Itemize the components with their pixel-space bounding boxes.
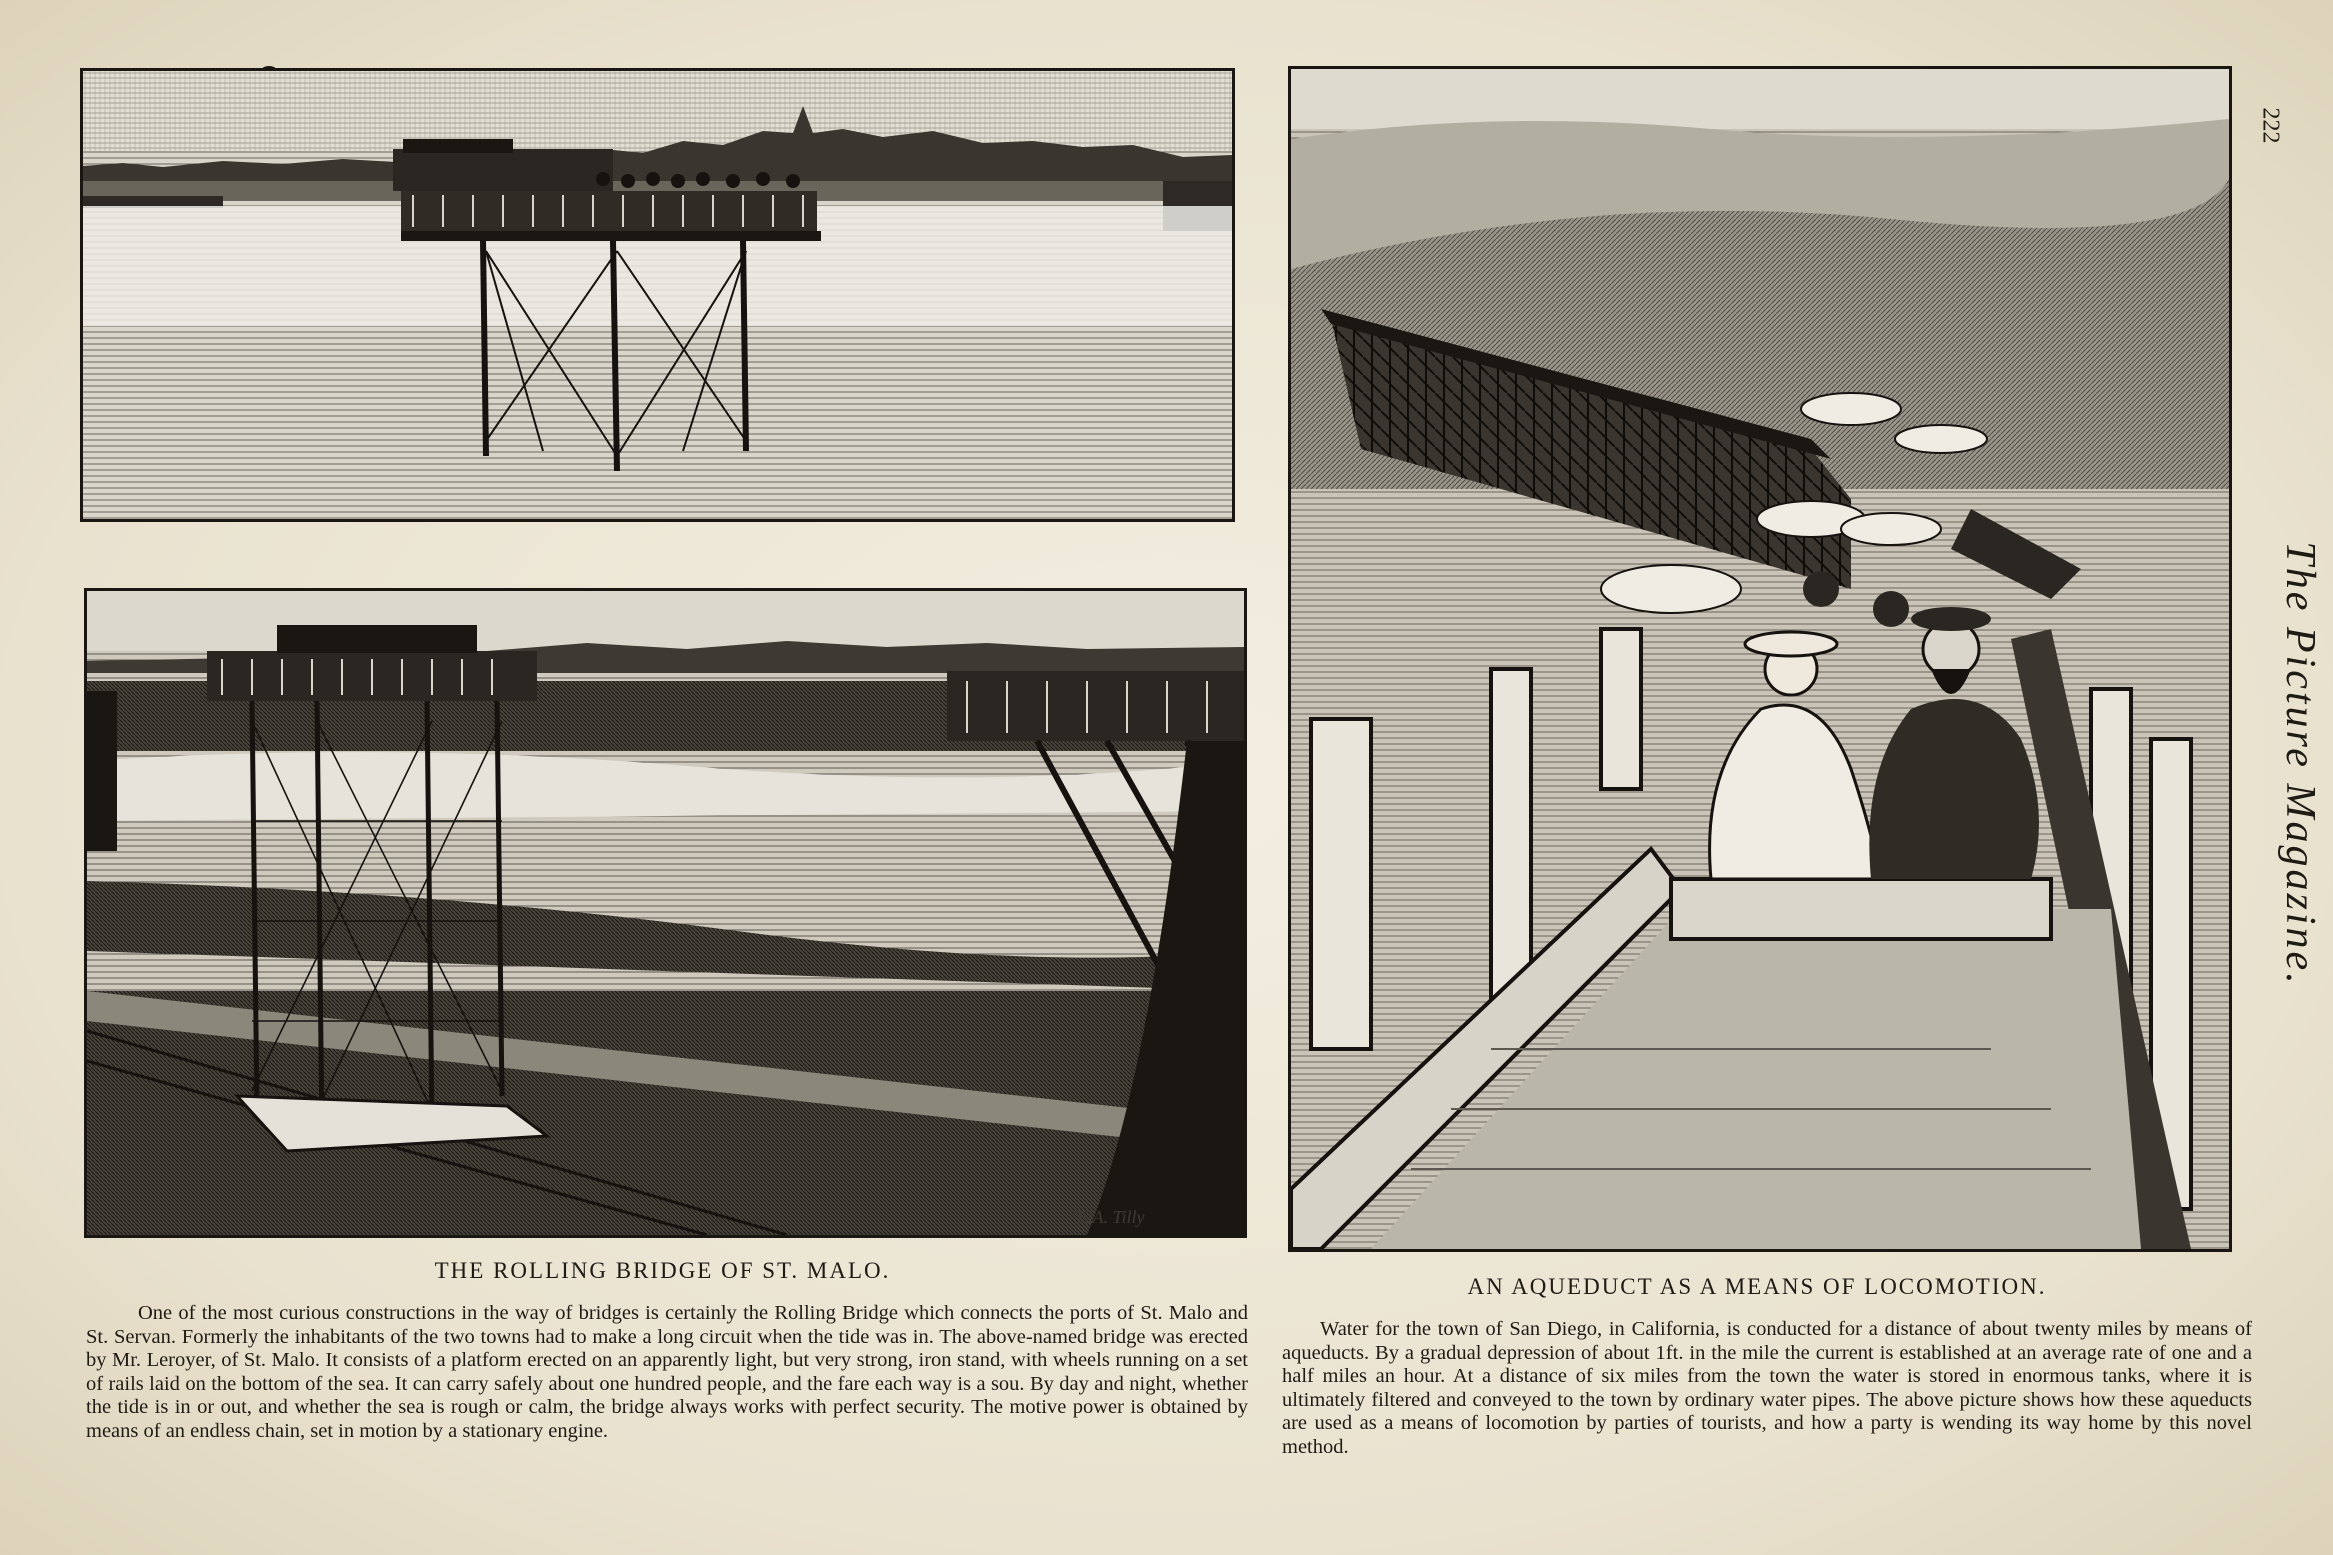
running-title: The Picture Magazine. bbox=[2277, 541, 2323, 987]
engraving-rolling-bridge-high-tide bbox=[80, 68, 1235, 522]
page-number: 222 bbox=[2257, 107, 2284, 144]
rolling-bridge-article: One of the most curious constructions in the way of bridges is certainly the Rolling Bridge which connects the ports of St. Malo and St. Servan. Formerly the inhabitants of the two towns had to make a long circuit when the tide was in. The above-named bridge was erected by Mr. Leroyer, of St. Malo. It consists of a platform erected on an apparently light, but very strong, iron stand, with wheels running on a set of rails laid on the bottom of the sea. It can carry safely about one hundred people, and the fare each way is a sou. By day and night, whether the tide is in or out, and whether the sea is rough or calm, the bridge always works with perfect security. The motive power is obtained by means of an endless chain, set in motion by a stationary engine. bbox=[86, 1302, 1248, 1442]
engraver-signature: E.A. Tilly bbox=[1077, 1207, 1145, 1227]
rolling-bridge-caption: THE ROLLING BRIDGE OF ST. MALO. bbox=[434, 1258, 891, 1283]
aqueduct-caption: AN AQUEDUCT AS A MEANS OF LOCOMOTION. bbox=[1467, 1274, 2047, 1299]
aqueduct-article: Water for the town of San Diego, in California, is conducted for a distance of about twenty miles by means of aqueducts. By a gradual depression of about 1ft. in the mile the current is established at an average rate of one and a half miles an hour. At a distance of six miles from the town the water is stored in enormous tanks, where it is ultimately filtered and conveyed to the town by ordinary water pipes. The above picture shows how these aqueducts are used as a means of locomotion by parties of tourists, and how a party is wending its way home by this novel method. bbox=[1282, 1318, 2252, 1458]
engraving-aqueduct-locomotion bbox=[1288, 66, 2232, 1252]
engraving-rolling-bridge-low-tide bbox=[84, 588, 1247, 1238]
